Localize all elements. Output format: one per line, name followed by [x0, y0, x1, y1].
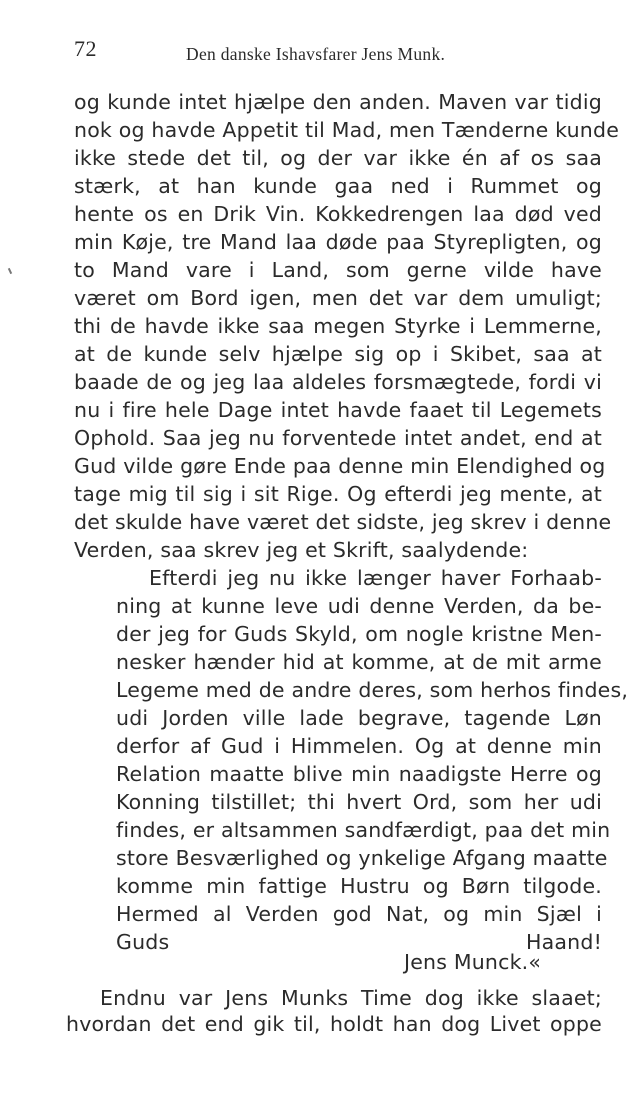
- signature: Jens Munck.«: [404, 950, 542, 974]
- body-line: to Mand vare i Land, som gerne vilde have: [74, 258, 602, 282]
- body-line: at de kunde selv hjælpe sig op i Skibet, saa at: [74, 342, 602, 366]
- quote-line: Legeme med de andre deres, som herhos findes,: [116, 678, 629, 702]
- running-title: Den danske Ishavsfarer Jens Munk.: [186, 44, 446, 64]
- body-line: hente os en Drik Vin. Kokkedrengen laa død ved: [74, 202, 602, 226]
- quote-line: Efterdi jeg nu ikke længer haver Forhaab-: [149, 566, 602, 590]
- quote-line: der jeg for Guds Skyld, om nogle kristne Men-: [116, 622, 602, 646]
- body-line: stærk, at han kunde gaa ned i Rummet og: [74, 174, 602, 198]
- body-line: min Køje, tre Mand laa døde paa Styrepligten, og: [74, 230, 602, 254]
- body-line: nok og havde Appetit til Mad, men Tænderne kunde: [74, 118, 620, 142]
- quote-line: Hermed al Verden god Nat, og min Sjæl i: [116, 902, 602, 926]
- quote-line: Relation maatte blive min naadigste Herre og: [116, 762, 602, 786]
- quote-line: komme min fattige Hustru og Børn tilgode.: [116, 874, 602, 898]
- closing-line: hvordan det end gik til, holdt han dog Livet oppe: [66, 1012, 602, 1036]
- body-line: det skulde have været det sidste, jeg skrev i denne: [74, 510, 612, 534]
- quote-line: Guds Haand!: [116, 930, 602, 954]
- body-line: Ophold. Saa jeg nu forventede intet andet, end at: [74, 426, 602, 450]
- quote-line: findes, er altsammen sandfærdigt, paa det min: [116, 818, 611, 842]
- quote-line: nesker hænder hid at komme, at de mit arme: [116, 650, 602, 674]
- quote-line: store Besværlighed og ynkelige Afgang maatte: [116, 846, 608, 870]
- body-line: nu i fire hele Dage intet havde faaet til Legemets: [74, 398, 602, 422]
- closing-line: Endnu var Jens Munks Time dog ikke slaaet;: [100, 986, 602, 1010]
- body-line: Verden, saa skrev jeg et Skrift, saalydende:: [74, 538, 529, 562]
- quote-line: derfor af Gud i Himmelen. Og at denne min: [116, 734, 602, 758]
- body-line: ikke stede det til, og der var ikke én af os saa: [74, 146, 602, 170]
- quote-line: Konning tilstillet; thi hvert Ord, som her udi: [116, 790, 602, 814]
- body-line: thi de havde ikke saa megen Styrke i Lemmerne,: [74, 314, 602, 338]
- body-line: Gud vilde gøre Ende paa denne min Elendighed og: [74, 454, 606, 478]
- body-line: og kunde intet hjælpe den anden. Maven var tidig: [74, 90, 602, 114]
- margin-mark: [8, 268, 12, 274]
- page-number: 72: [74, 36, 97, 61]
- quote-line: udi Jorden ville lade begrave, tagende Løn: [116, 706, 602, 730]
- body-line: været om Bord igen, men det var dem umuligt;: [74, 286, 602, 310]
- quote-line: ning at kunne leve udi denne Verden, da be-: [116, 594, 602, 618]
- body-line: tage mig til sig i sit Rige. Og efterdi jeg mente, at: [74, 482, 602, 506]
- body-line: baade de og jeg laa aldeles forsmægtede, fordi vi: [74, 370, 602, 394]
